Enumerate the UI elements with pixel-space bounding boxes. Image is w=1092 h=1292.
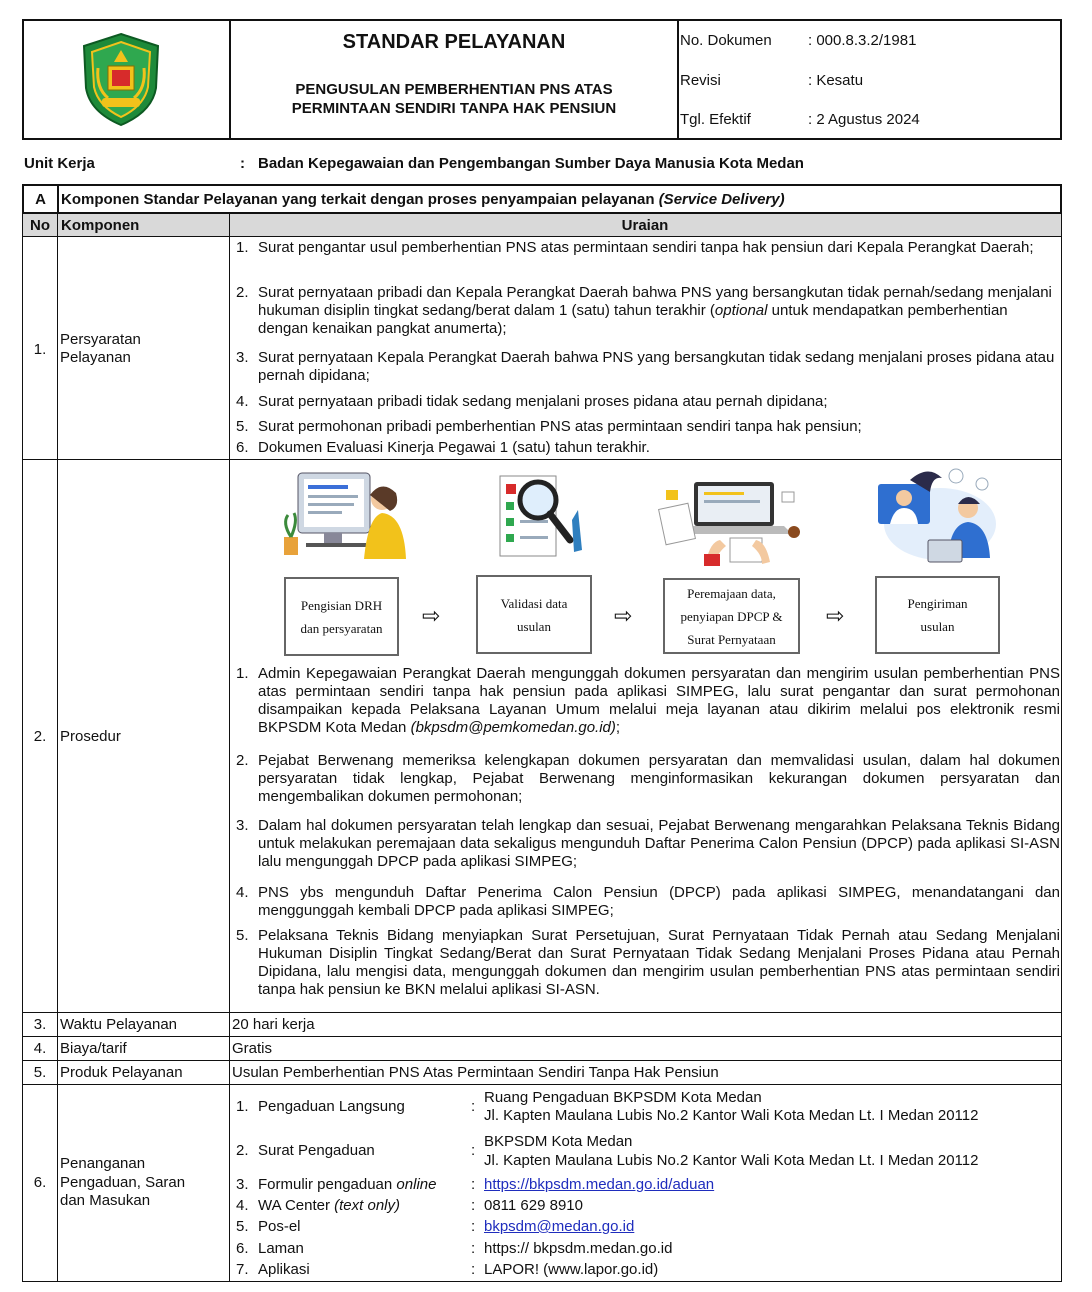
row1-komponen-line2: Pelayanan bbox=[60, 349, 131, 366]
table-no-divider bbox=[57, 214, 58, 1282]
column-header-no: No bbox=[30, 217, 50, 234]
table-right-border bbox=[1061, 214, 1062, 1282]
row2-no: 2. bbox=[33, 728, 47, 745]
meta-value-document-no: : 000.8.3.2/1981 bbox=[808, 32, 917, 49]
complaint-channel-number: 6. bbox=[236, 1240, 249, 1257]
table-komponen-divider bbox=[229, 214, 230, 1282]
complaint-channel-colon: : bbox=[471, 1261, 476, 1278]
requirement-item: 4. Surat pernyataan pribadi tidak sedang menjalani proses pidana atau pernah dipidana; bbox=[236, 393, 828, 410]
header-divider-2 bbox=[677, 21, 679, 138]
meta-label-document-no: No. Dokumen bbox=[680, 32, 772, 49]
row-line-3 bbox=[22, 1036, 1062, 1037]
complaint-channel-value-line1: Ruang Pengaduan BKPSDM Kota Medan bbox=[484, 1089, 762, 1106]
procedure-step-box: Pengisian DRH dan persyaratan bbox=[284, 577, 399, 656]
section-title-text: Komponen Standar Pelayanan yang terkait dengan proses penyampaian pelayanan bbox=[61, 191, 659, 208]
section-title-italic: (Service Delivery) bbox=[658, 191, 785, 208]
row-line-header bbox=[22, 236, 1062, 237]
complaint-channel-colon: : bbox=[471, 1142, 476, 1159]
flow-arrow-icon: ⇨ bbox=[422, 603, 441, 628]
requirement-item: 5. Surat permohonan pribadi pemberhentian PNS atas permintaan sendiri tanpa hak pensiun; bbox=[236, 418, 862, 435]
procedure-item: 3. Dalam hal dokumen persyaratan telah lengkap dan sesuai, Pejabat Berwenang mengarahkan Pelaksana Teknis Bidang untuk melakukan peremajaan data sekaligus mengunduh Daftar Penerima Calon Pensiun (DPCP) pada aplikasi SI-ASN lalu mengunggah DPCP pada aplikasi SIMPEG; bbox=[236, 817, 1060, 870]
row3-uraian: 20 hari kerja bbox=[232, 1016, 315, 1033]
row4-komponen: Biaya/tarif bbox=[60, 1040, 127, 1057]
complaint-form-link[interactable]: https://bkpsdm.medan.go.id/aduan bbox=[484, 1176, 715, 1193]
city-logo bbox=[78, 32, 164, 128]
row1-no: 1. bbox=[33, 341, 47, 358]
procedure-item: 4. PNS ybs mengunduh Daftar Penerima Calon Pensiun (DPCP) pada aplikasi SIMPEG, menandatangani dan menggunggah kembali DPCP pada aplikasi SIMPEG; bbox=[236, 884, 1060, 919]
wa-center-number: 0811 629 8910 bbox=[484, 1197, 583, 1214]
document-title: STANDAR PELAYANAN bbox=[342, 31, 566, 53]
complaint-channel-colon: : bbox=[471, 1240, 476, 1257]
complaint-channel-value-line1: BKPSDM Kota Medan bbox=[484, 1133, 633, 1150]
unit-colon: : bbox=[240, 155, 245, 172]
row-line-1 bbox=[22, 459, 1062, 460]
meta-value-effective-date: : 2 Agustus 2024 bbox=[808, 111, 920, 128]
complaint-channel-label: Pos-el bbox=[258, 1218, 301, 1235]
unit-label: Unit Kerja bbox=[24, 155, 95, 172]
complaint-channel-colon: : bbox=[471, 1098, 476, 1115]
complaint-channel-label: Surat Pengaduan bbox=[258, 1142, 375, 1159]
flow-arrow-icon: ⇨ bbox=[614, 603, 633, 628]
row5-no: 5. bbox=[33, 1064, 47, 1081]
row-line-4 bbox=[22, 1060, 1062, 1061]
meta-label-revision: Revisi bbox=[680, 72, 721, 89]
complaint-channel-label: Formulir pengaduan online bbox=[258, 1176, 437, 1193]
illustration-magnifier bbox=[486, 470, 586, 570]
requirement-item: 2. Surat pernyataan pribadi dan Kepala Perangkat Daerah bahwa PNS yang bersangkutan tidak pernah/sedang menjalani hukuman disiplin tingkat sedang/berat dalam 1 (satu) tahun terakhir (optional untuk mendapatkan pemberhentian dengan kenaikan pangkat anumerta); bbox=[236, 284, 1052, 337]
meta-value-revision: : Kesatu bbox=[808, 72, 864, 89]
row-line-5 bbox=[22, 1084, 1062, 1085]
procedure-item: 5. Pelaksana Teknis Bidang menyiapkan Surat Persetujuan, Surat Pernyataan Tidak Pernah atau Sedang Menjalani Hukuman Disiplin Tingkat Sedang/Berat dan Surat Pernyataan Tidak Sedang Menjalani Proses Pidana atau Pernah Dipidana, lalu mengisi data, mengunggah dokumen dan mengirim usulan pemberhentian PNS atas permintaan sendiri tanpa hak pensiun ke BKN melalui aplikasi SI-ASN. bbox=[236, 927, 1060, 998]
row3-no: 3. bbox=[33, 1016, 47, 1033]
row3-komponen: Waktu Pelayanan bbox=[60, 1016, 178, 1033]
complaint-channel-label: Aplikasi bbox=[258, 1261, 310, 1278]
row6-komponen-line3: dan Masukan bbox=[60, 1192, 151, 1209]
row6-no: 6. bbox=[33, 1174, 47, 1191]
procedure-item: 2. Pejabat Berwenang memeriksa kelengkapan dokumen persyaratan dan memvalidasi usulan, dalam hal dokumen persyaratan tidak lengkap, Pejabat Berwenang menginformasikan kekurangan dokumen persyaratan dan mengembalikan dokumen permohonan; bbox=[236, 752, 1060, 805]
complaint-channel-label: WA Center (text only) bbox=[258, 1197, 400, 1214]
procedure-step-box: Pengiriman usulan bbox=[875, 576, 1000, 654]
row5-uraian: Usulan Pemberhentian PNS Atas Permintaan Sendiri Tanpa Hak Pensiun bbox=[232, 1064, 719, 1081]
complaint-channel-number: 5. bbox=[236, 1218, 249, 1235]
document-subtitle-line1: PENGUSULAN PEMBERHENTIAN PNS ATAS bbox=[295, 81, 613, 98]
column-header-uraian: Uraian bbox=[621, 217, 669, 234]
illustration-laptop-desk bbox=[658, 476, 808, 566]
row5-komponen: Produk Pelayanan bbox=[60, 1064, 183, 1081]
row2-komponen: Prosedur bbox=[60, 728, 121, 745]
website-url: https:// bkpsdm.medan.go.id bbox=[484, 1240, 673, 1257]
row-line-6 bbox=[22, 1281, 1062, 1282]
row4-uraian: Gratis bbox=[232, 1040, 273, 1057]
complaint-channel-number: 2. bbox=[236, 1142, 249, 1159]
section-a-letter-divider bbox=[57, 186, 59, 212]
procedure-step-box: Validasi data usulan bbox=[476, 575, 592, 654]
row1-komponen-line1: Persyaratan bbox=[60, 331, 141, 348]
column-header-komponen: Komponen bbox=[61, 217, 140, 234]
row6-komponen-line1: Penanganan bbox=[60, 1155, 146, 1172]
complaint-channel-label: Laman bbox=[258, 1240, 304, 1257]
section-letter: A bbox=[35, 191, 46, 208]
section-title bbox=[61, 191, 785, 208]
requirement-item: 3. Surat pernyataan Kepala Perangkat Daerah bahwa PNS yang bersangkutan tidak sedang menjalani proses pidana atau pernah dipidana; bbox=[236, 349, 1055, 384]
application-name: LAPOR! (www.lapor.go.id) bbox=[484, 1261, 659, 1278]
meta-label-effective-date: Tgl. Efektif bbox=[680, 111, 751, 128]
requirement-item: 1. Surat pengantar usul pemberhentian PNS atas permintaan sendiri tanpa hak pensiun dari Kepala Perangkat Daerah; bbox=[236, 239, 1034, 256]
complaint-channel-value-line2: Jl. Kapten Maulana Lubis No.2 Kantor Wali Kota Medan Lt. I Medan 20112 bbox=[484, 1152, 979, 1169]
document-subtitle-line2: PERMINTAAN SENDIRI TANPA HAK PENSIUN bbox=[291, 100, 617, 117]
complaint-channel-label: Pengaduan Langsung bbox=[258, 1098, 405, 1115]
complaint-channel-colon: : bbox=[471, 1176, 476, 1193]
complaint-channel-value-line2: Jl. Kapten Maulana Lubis No.2 Kantor Wali Kota Medan Lt. I Medan 20112 bbox=[484, 1107, 979, 1124]
illustration-video-call bbox=[870, 466, 1000, 568]
row6-komponen-line2: Pengaduan, Saran bbox=[60, 1174, 186, 1191]
email-link[interactable]: bkpsdm@medan.go.id bbox=[484, 1218, 635, 1235]
complaint-channel-colon: : bbox=[471, 1197, 476, 1214]
complaint-channel-number: 1. bbox=[236, 1098, 249, 1115]
complaint-channel-number: 4. bbox=[236, 1197, 249, 1214]
flow-arrow-icon: ⇨ bbox=[826, 603, 845, 628]
complaint-channel-number: 3. bbox=[236, 1176, 249, 1193]
requirement-item: 6. Dokumen Evaluasi Kinerja Pegawai 1 (satu) tahun terakhir. bbox=[236, 439, 650, 456]
procedure-item: 1. Admin Kepegawaian Perangkat Daerah mengunggah dokumen persyaratan dan mengirim usulan pemberhentian PNS atas permintaan sendiri tanpa hak pensiun pada aplikasi SIMPEG, lalu surat pengantar dan surat permohonan disampaikan kepada Pelaksana Layanan Umum melalui meja layanan atau dikirim melalui pos elektronik resmi BKPSDM Kota Medan (bkpsdm@pemkomedan.go.id); bbox=[236, 665, 1060, 736]
procedure-step-box: Peremajaan data, penyiapan DPCP & Surat Pernyataan bbox=[663, 578, 800, 654]
row4-no: 4. bbox=[33, 1040, 47, 1057]
illustration-computer-user bbox=[278, 467, 410, 567]
complaint-channel-colon: : bbox=[471, 1218, 476, 1235]
complaint-channel-number: 7. bbox=[236, 1261, 249, 1278]
row-line-2 bbox=[22, 1012, 1062, 1013]
table-left-border bbox=[22, 214, 23, 1282]
unit-value: Badan Kepegawaian dan Pengembangan Sumber Daya Manusia Kota Medan bbox=[258, 155, 804, 172]
